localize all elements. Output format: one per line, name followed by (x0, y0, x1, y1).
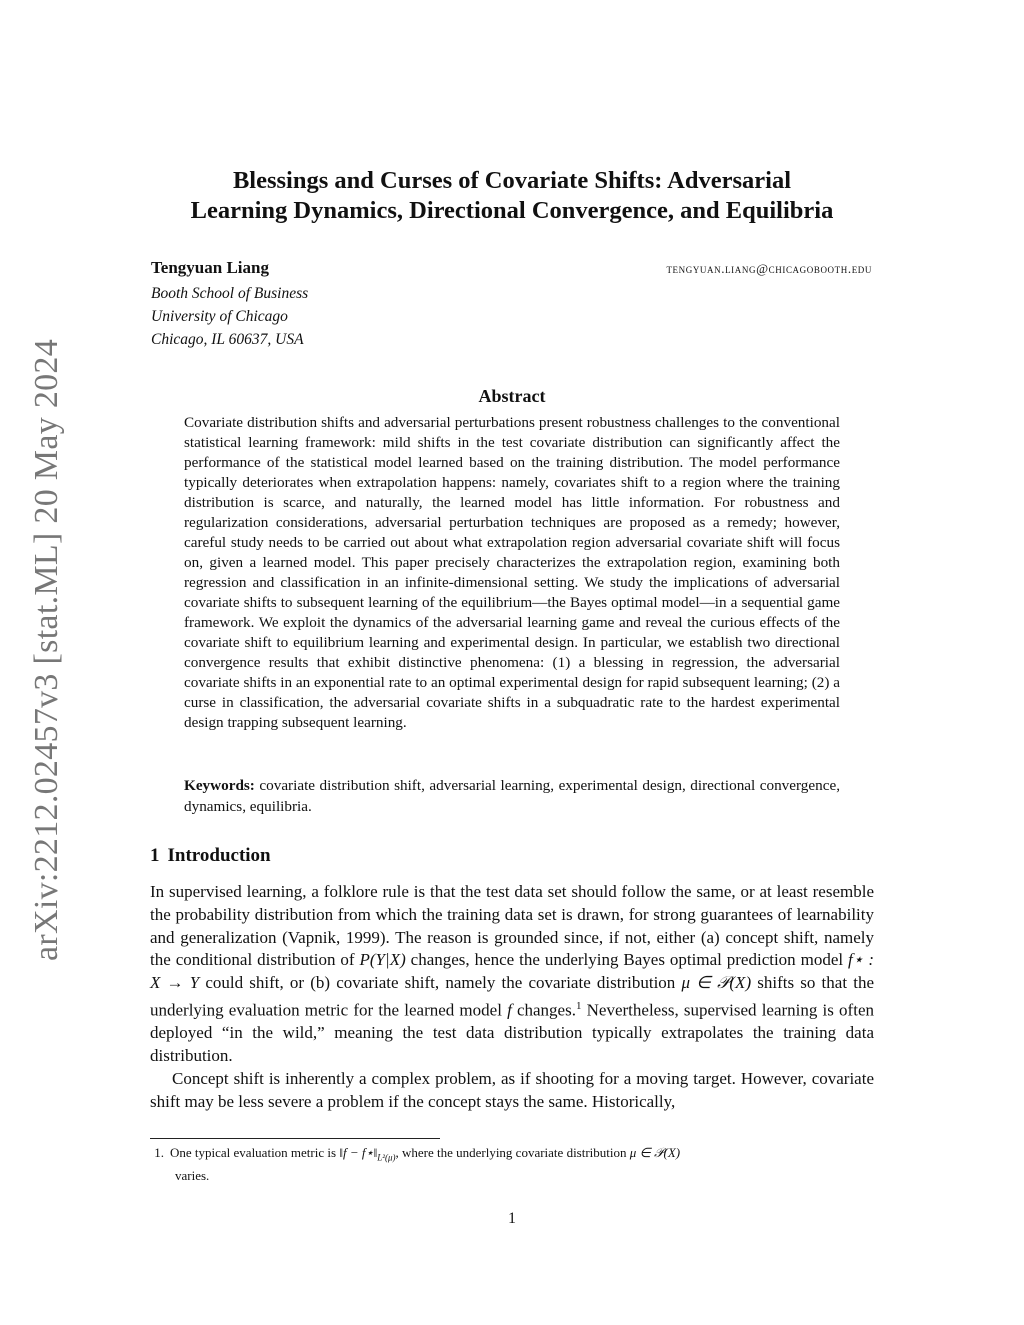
page-number: 1 (508, 1210, 516, 1227)
math-subscript: L²(μ) (377, 1152, 396, 1163)
text-run: Nevertheless, supervised learning is often deployed “in the wild,” meaning the test data distribution typically extrapolates the training data distribution. (150, 1000, 874, 1066)
affiliation (151, 282, 308, 351)
section-title: Introduction (167, 845, 271, 866)
footnote-divider (150, 1138, 440, 1139)
math-inline: f⋆ : X → Y (150, 950, 874, 993)
text-run: changes. (511, 1000, 576, 1020)
math-inline: P(Y|X) (359, 950, 406, 970)
footnote (150, 1144, 874, 1185)
author-name: Tengyuan Liang (151, 258, 269, 277)
text-run: shifts so that the underlying evaluation metric for the learned model (150, 973, 874, 1020)
affiliation-line: University of Chicago (151, 308, 288, 325)
author-email[interactable]: tengyuan.liang@chicagobooth.edu (666, 261, 872, 276)
footnote-number: 1. (154, 1145, 164, 1160)
text-run: could shift, or (b) covariate shift, namely the covariate distribution (199, 973, 682, 993)
footnote-marker[interactable]: 1 (575, 999, 582, 1012)
keywords-label: Keywords: (184, 777, 255, 794)
affiliation-line: Booth School of Business (151, 285, 309, 302)
paragraph (150, 881, 874, 1068)
text-run: One typical evaluation metric is (170, 1145, 340, 1160)
text-run: In supervised learning, a folklore rule is that the test data set should follow the same, or at least resemble the probability distribution from which the training data set is drawn, for strong guarantees of learnability and generalization (Vapnik, 1999). The reason is grounded since, if not, either (a) concept shift, namely the conditional distribution of (150, 882, 874, 970)
abstract-body: Covariate distribution shifts and adversarial perturbations present robustness challenges to the conventional statistical learning framework: mild shifts in the test covariate distribution can significantly affect the performance of the statistical model learned based on the training distribution. The model performance typically deteriorates when extrapolation happens: namely, covariates shift to a region where the training distribution is scarce, and naturally, the learned model has little information. For robustness and regularization considerations, adversarial perturbation techniques are proposed as a remedy; however, careful study needs to be carried out about what extrapolation region adversarial covariate shift will focus on, given a learned model. This paper precisely characterizes the extrapolation region, examining both regression and classification in an infinite-dimensional setting. We study the implications of adversarial covariate shifts to subsequent learning of the equilibrium—the Bayes optimal model—in a sequential game framework. We exploit the dynamics of the adversarial learning game and reveal the curious effects of the covariate shift to equilibrium learning and experimental design. In particular, we establish two directional convergence results that exhibit distinctive phenomena: (1) a blessing in regression, the adversarial covariate shifts in an exponential rate to an optimal experimental design for rapid subsequent learning; (2) a curse in classification, the adversarial covariate shifts in a subquadratic rate to the hardest experimental design trapping subsequent learning. (184, 414, 840, 731)
text-run: changes, hence the underlying Bayes optimal prediction model (405, 950, 849, 970)
footnote-continuation: varies. (175, 1167, 210, 1183)
math-inline: μ ∈ 𝒫(X) (629, 1145, 681, 1160)
introduction-body (150, 881, 874, 1114)
section-number: 1 (150, 845, 160, 866)
footnote-line (150, 1144, 874, 1167)
math-inline: f (507, 1000, 512, 1020)
arxiv-stamp: arXiv:2212.02457v3 [stat.ML] 20 May 2024 (28, 338, 65, 962)
text-run: , where the underlying covariate distribution (395, 1145, 630, 1160)
keywords (184, 775, 840, 817)
section-heading (150, 845, 271, 867)
title-line-2: Learning Dynamics, Directional Convergence, and Equilibria (190, 197, 834, 224)
paper-title (150, 166, 874, 226)
paragraph: Concept shift is inherently a complex problem, as if shooting for a moving target. However, covariate shift may be less severe a problem if the concept stays the same. Historically, (150, 1069, 874, 1111)
abstract-heading: Abstract (478, 386, 546, 406)
affiliation-line: Chicago, IL 60637, USA (151, 331, 304, 348)
math-inline: μ ∈ 𝒫(X) (681, 973, 752, 993)
keywords-text: covariate distribution shift, adversarial learning, experimental design, directional convergence, dynamics, equilibria. (184, 777, 841, 815)
math-inline: ‖f − f⋆‖ (339, 1145, 378, 1160)
title-line-1: Blessings and Curses of Covariate Shifts: Adversarial (232, 167, 792, 194)
